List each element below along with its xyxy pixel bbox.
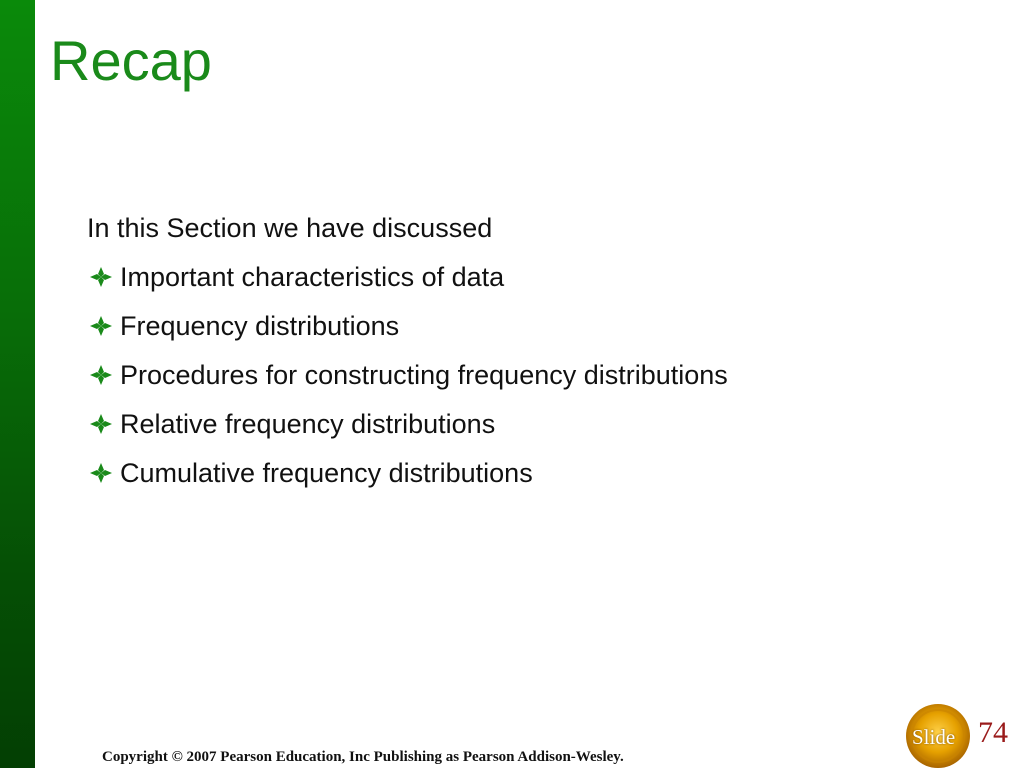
bullet-list xyxy=(87,259,987,491)
bullet-item xyxy=(87,406,987,442)
bullet-item xyxy=(87,357,987,393)
slide-title: Recap xyxy=(50,29,212,92)
diamond-icon xyxy=(87,364,115,386)
bullet-item xyxy=(87,455,987,491)
slide-content xyxy=(87,210,987,504)
bullet-item xyxy=(87,259,987,295)
bullet-label: Procedures for constructing frequency distributions xyxy=(120,360,728,390)
copyright-notice: Copyright © 2007 Pearson Education, Inc Publishing as Pearson Addison-Wesley. xyxy=(102,749,624,765)
bullet-label: Frequency distributions xyxy=(120,311,400,341)
bullet-label: Relative frequency distributions xyxy=(120,409,496,439)
bullet-item xyxy=(87,308,987,344)
diamond-icon xyxy=(87,266,115,288)
diamond-icon xyxy=(87,315,115,337)
bullet-label: Important characteristics of data xyxy=(120,262,505,292)
diamond-icon xyxy=(87,462,115,484)
slide-label: Slide xyxy=(912,725,956,749)
side-bar xyxy=(0,0,35,768)
bullet-label: Cumulative frequency distributions xyxy=(120,458,533,488)
diamond-icon xyxy=(87,413,115,435)
slide-number: 74 xyxy=(978,716,1008,749)
intro-text: In this Section we have discussed xyxy=(87,213,493,243)
